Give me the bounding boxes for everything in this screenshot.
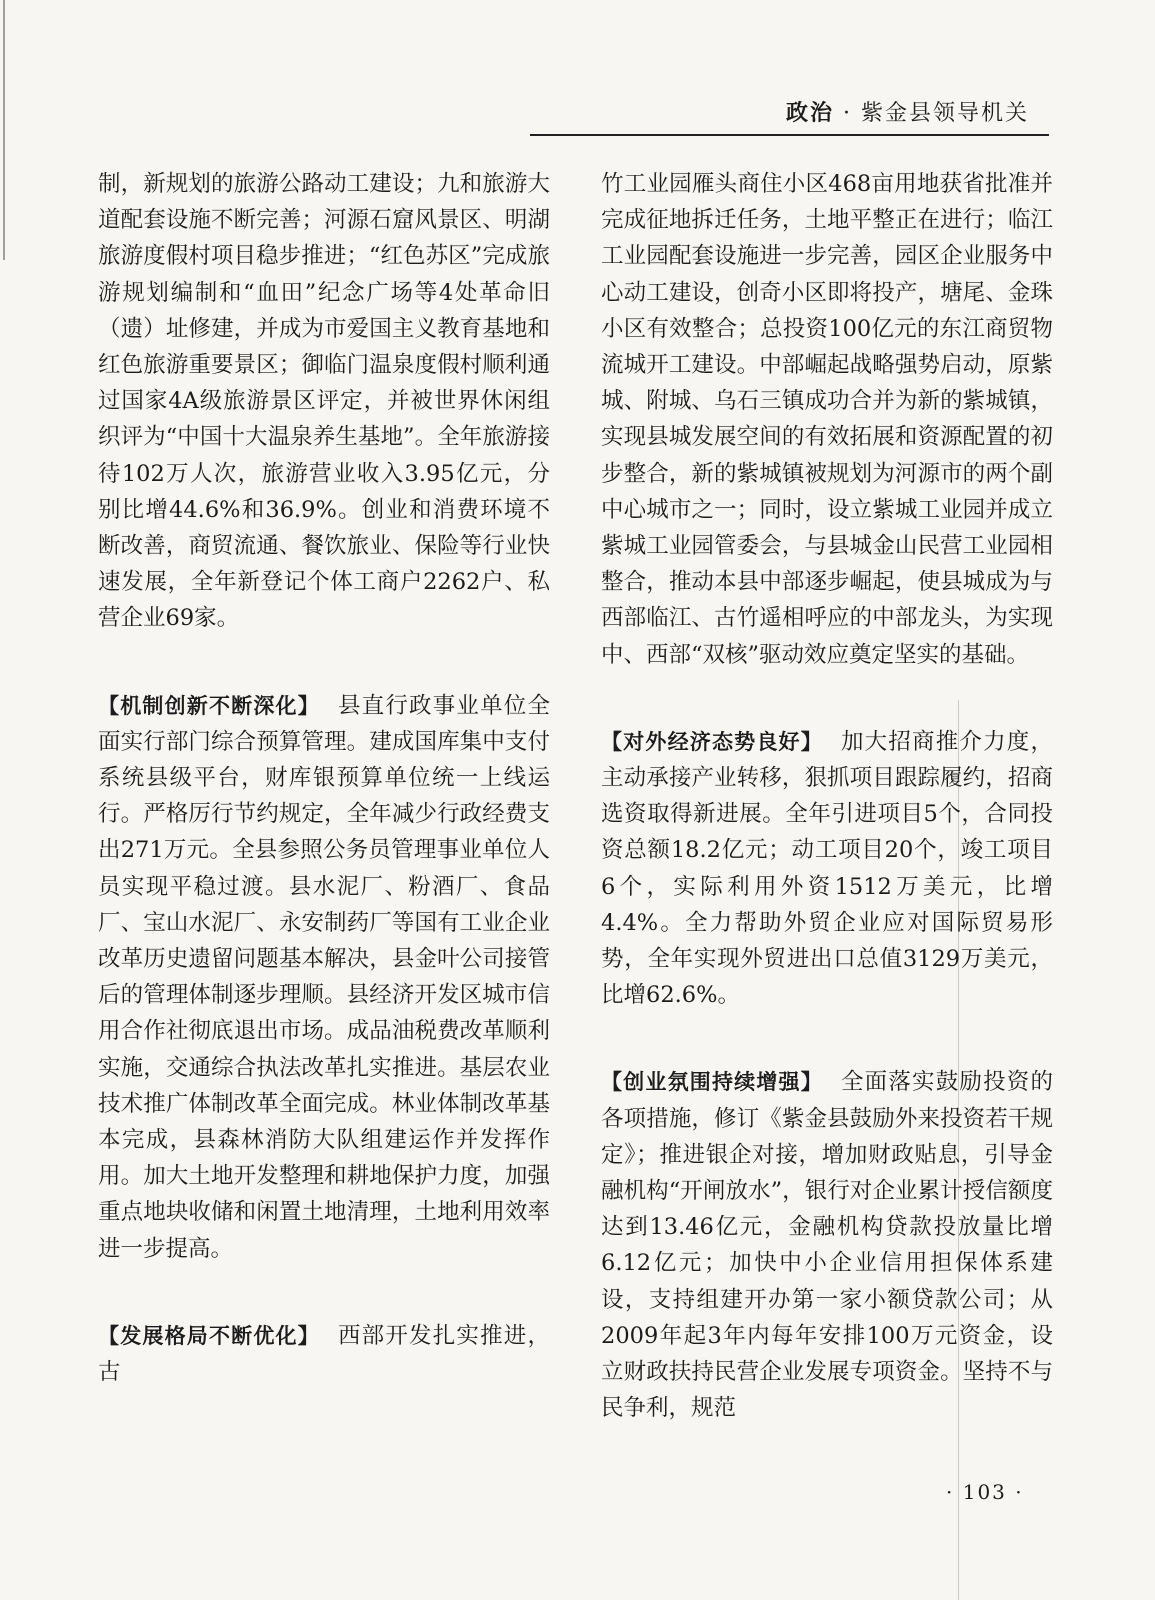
section-heading: 【创业氛围持续增强】: [601, 1070, 823, 1095]
scan-edge-line: [3, 0, 5, 260]
running-header: [786, 96, 1029, 127]
section-body: 西部开发扎实推进，古: [98, 1322, 550, 1386]
header-section: 政治: [785, 101, 834, 126]
paragraph: [98, 688, 550, 1267]
section-body: 县直行政事业单位全面实行部门综合预算管理。建成国库集中支付系统县级平台，财库银预算单位统一上线运行。严格厉行节约规定，全年减少行政经费支出271万元。全县参照公务员管理事业单位人员实现平稳过渡。县水泥厂、粉酒厂、食品厂、宝山水泥厂、永安制药厂等国有工业企业改革历史遗留问题基本解决，县金叶公司接管后的管理体制逐步理顺。县经济开发区城市信用合作社彻底退出市场。成品油税费改革顺利实施，交通综合执法改革扎实推进。基层农业技术推广体制改革全面完成。林业体制改革基本完成，县森林消防大队组建运作并发挥作用。加大土地开发整理和耕地保护力度，加强重点地块收储和闲置土地清理，土地利用效率进一步提高。: [98, 692, 550, 1262]
section-heading: 【发展格局不断优化】: [98, 1323, 320, 1348]
header-title: · 紫金县领导机关: [843, 101, 1029, 126]
header-rule: [530, 134, 1049, 136]
section-heading: 【机制创新不断深化】: [98, 693, 320, 718]
paragraph: [98, 1318, 550, 1390]
paragraph: [601, 724, 1053, 1014]
section-heading: 【对外经济态势良好】: [601, 729, 823, 754]
section-body: 加大招商推介力度，主动承接产业转移，狠抓项目跟踪履约，招商选资取得新进展。全年引进项目5个，合同投资总额18.2亿元；动工项目20个，竣工项目6个，实际利用外资1512万美元，比增4.4%。全力帮助外贸企业应对国际贸易形势，全年实现外贸进出口总值3129万美元，比增62.6%。: [601, 728, 1053, 1009]
paragraph: [601, 1064, 1053, 1426]
paragraph: 制，新规划的旅游公路动工建设；九和旅游大道配套设施不断完善；河源石窟风景区、明湖旅游度假村项目稳步推进；“红色苏区”完成旅游规划编制和“血田”纪念广场等4处革命旧（遗）址修建，并成为市爱国主义教育基地和红色旅游重要景区；御临门温泉度假村顺利通过国家4A级旅游景区评定，并被世界休闲组织评为“中国十大温泉养生基地”。全年旅游接待102万人次，旅游营业收入3.95亿元，分别比增44.6%和36.9%。创业和消费环境不断改善，商贸流通、餐饮旅业、保险等行业快速发展，全年新登记个体工商户2262户、私营企业69家。: [98, 171, 550, 632]
section-body: 全面落实鼓励投资的各项措施，修订《紫金县鼓励外来投资若干规定》；推进银企对接，增加财政贴息，引导金融机构“开闸放水”，银行对企业累计授信额度达到13.46亿元，金融机构贷款投放量比增6.12亿元；加快中小企业信用担保体系建设，支持组建开办第一家小额贷款公司；从2009年起3年内每年安排100万元资金，设立财政扶持民营企业发展专项资金。坚持不与民争利，规范: [601, 1069, 1053, 1422]
paragraph: 竹工业园雁头商住小区468亩用地获省批准并完成征地拆迁任务，土地平整正在进行；临江工业园配套设施进一步完善，园区企业服务中心动工建设，创奇小区即将投产，塘尾、金珠小区有效整合；总投资100亿元的东江商贸物流城开工建设。中部崛起战略强势启动，原紫城、附城、乌石三镇成功合并为新的紫城镇，实现县城发展空间的有效拓展和资源配置的初步整合，新的紫城镇被规划为河源市的两个副中心城市之一；同时，设立紫城工业园并成立紫城工业园管委会，与县城金山民营工业园相整合，推动本县中部逐步崛起，使县城成为与西部临江、古竹遥相呼应的中部龙头，为实现中、西部“双核”驱动效应奠定坚实的基础。: [601, 171, 1053, 668]
right-column: [601, 166, 1053, 1427]
left-column: [98, 166, 550, 1390]
page-number: · 103 ·: [946, 1480, 1024, 1504]
